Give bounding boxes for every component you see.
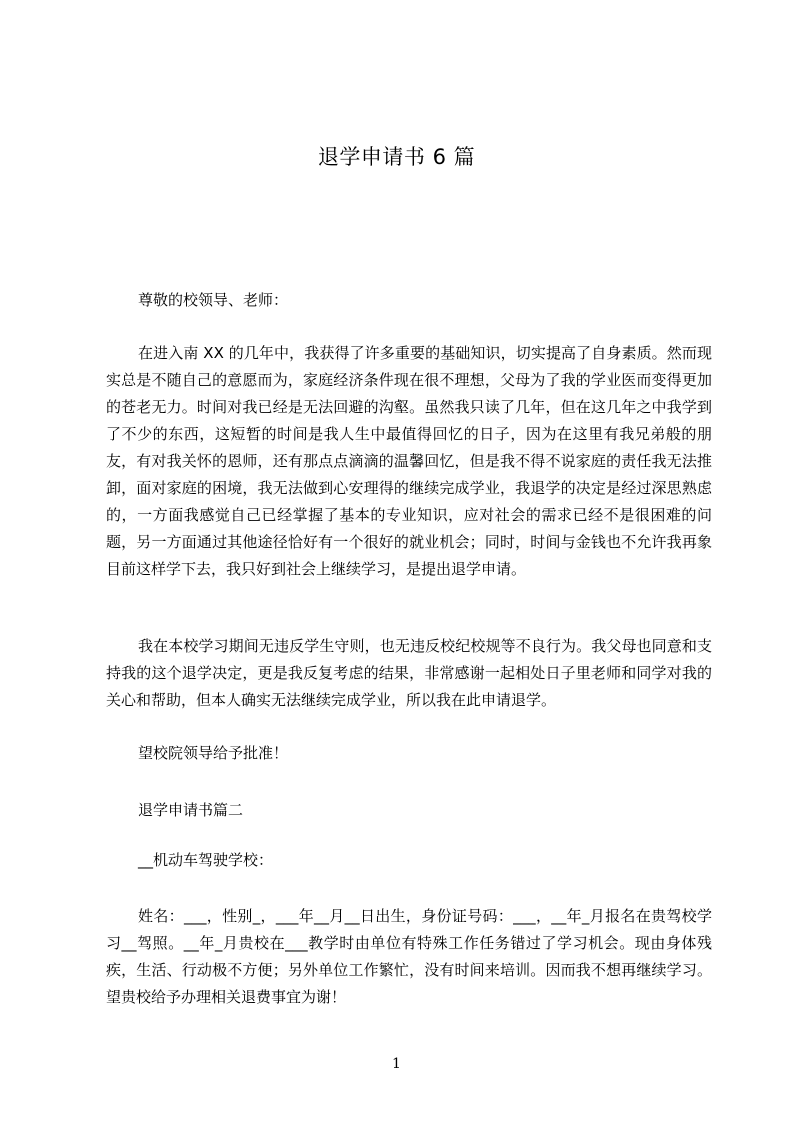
- paragraph-conduct: 我在本校学习期间无违反学生守则，也无违反校纪校规等不良行为。我父母也同意和支持我的这个退学决定，更是我反复考虑的结果，非常感谢一起相处日子里老师和同学对我的关心和帮助，但本人确实无法继续完成学业，所以我在此申请退学。: [106, 637, 712, 709]
- salutation: 尊敬的校领导、老师：: [138, 291, 289, 309]
- paragraph-driving-school-request: 姓名：___，性别_，___年__月__日出生，身份证号码：___，__年_月报名在贵驾校学习__驾照。__年_月贵校在___教学时由单位有特殊工作任务错过了学习机会。现由身体残疾，生活、行动极不方便；另外单位工作繁忙，没有时间来培训。因而我不想再继续学习。望贵校给予办理相关退费事宜为谢！: [106, 907, 712, 1006]
- paragraph-reasons: 在进入南 XX 的几年中，我获得了许多重要的基础知识，切实提高了自身素质。然而现实总是不随自己的意愿而为，家庭经济条件现在很不理想，父母为了我的学业医而变得更加的苍老无力。时间对我已经是无法回避的沟壑。虽然我只读了几年，但在这几年之中我学到了不少的东西，这短暂的时间是我人生中最值得回忆的日子，因为在这里有我兄弟般的朋友，有对我关怀的恩师，还有那点点滴滴的温馨回忆，但是我不得不说家庭的责任我无法推卸，面对家庭的困境，我无法做到心安理得的继续完成学业，我退学的决定是经过深思熟虑的，一方面我感觉自己已经掌握了基本的专业知识，应对社会的需求已经不是很困难的问题，另一方面通过其他途径恰好有一个很好的就业机会；同时，时间与金钱也不允许我再象目前这样学下去，我只好到社会上继续学习，是提出退学申请。: [106, 344, 712, 578]
- page-number: 1: [392, 1056, 401, 1072]
- section-heading: 退学申请书篇二: [138, 801, 244, 819]
- paragraph-request-approval: 望校院领导给予批准！: [138, 744, 289, 762]
- salutation-driving-school: __机动车驾驶学校：: [138, 851, 274, 869]
- document-title: 退学申请书 6 篇: [317, 145, 476, 169]
